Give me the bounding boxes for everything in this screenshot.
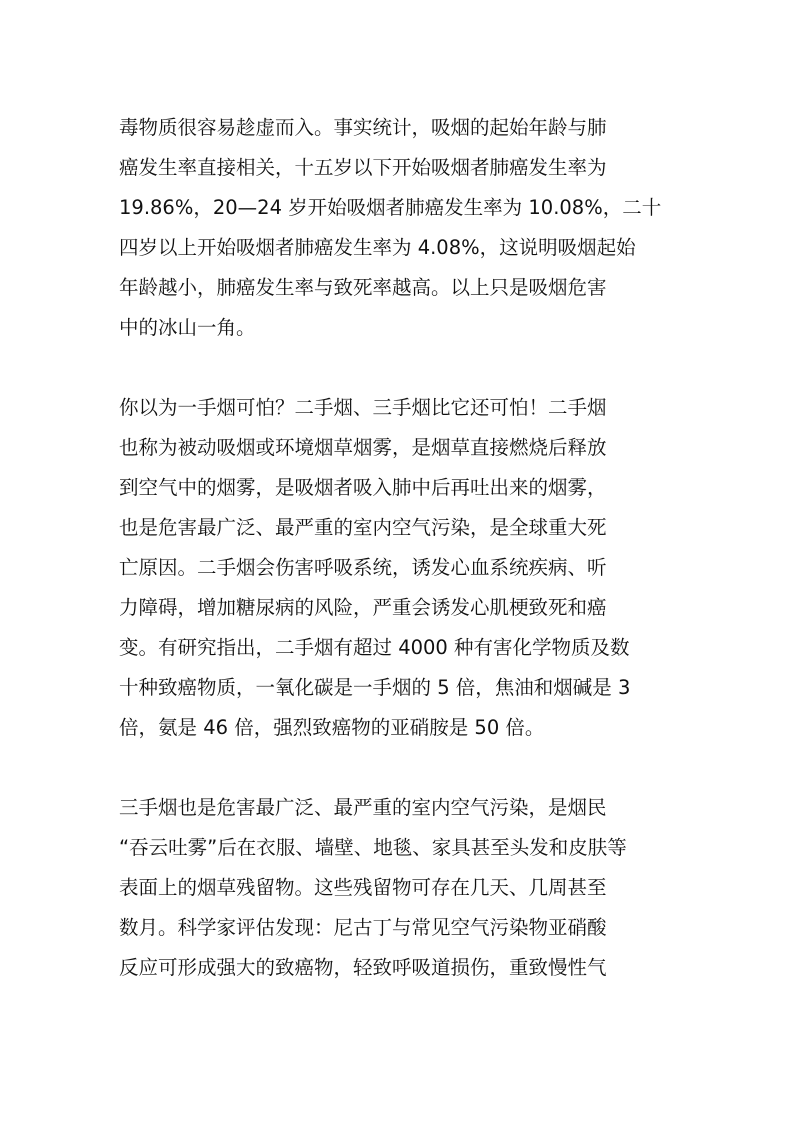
text-line: 表面上的烟草残留物。这些残留物可存在几天、几周甚至 (119, 876, 607, 899)
text-line: 三手烟也是危害最广泛、最严重的室内空气污染，是烟民 (119, 796, 607, 819)
text-line: 四岁以上开始吸烟者肺癌发生率为 4.08%，这说明吸烟起始 (119, 236, 636, 259)
text-line: 中的冰山一角。 (119, 316, 256, 339)
text-line: 癌发生率直接相关，十五岁以下开始吸烟者肺癌发生率为 (119, 156, 607, 179)
text-line: 你以为一手烟可怕？二手烟、三手烟比它还可怕！二手烟 (119, 396, 607, 419)
text-line: 也是危害最广泛、最严重的室内空气污染，是全球重大死 (119, 516, 607, 539)
text-line: 也称为被动吸烟或环境烟草烟雾，是烟草直接燃烧后释放 (119, 436, 607, 459)
text-line: 反应可形成强大的致癌物，轻致呼吸道损伤，重致慢性气 (119, 956, 607, 979)
text-line: “吞云吐雾”后在衣服、墙壁、地毯、家具甚至头发和皮肤等 (119, 836, 627, 859)
text-line: 毒物质很容易趁虚而入。事实统计，吸烟的起始年龄与肺 (119, 116, 607, 139)
text-line: 到空气中的烟雾，是吸烟者吸入肺中后再吐出来的烟雾， (119, 476, 607, 499)
document-body (119, 108, 674, 988)
text-line: 亡原因。二手烟会伤害呼吸系统，诱发心血系统疾病、听 (119, 556, 607, 579)
paragraph-1 (119, 108, 674, 348)
text-line: 数月。科学家评估发现：尼古丁与常见空气污染物亚硝酸 (119, 916, 607, 939)
text-line: 变。有研究指出，二手烟有超过 4000 种有害化学物质及数 (119, 636, 630, 659)
paragraph-2 (119, 388, 674, 748)
text-line: 倍，氨是 46 倍，强烈致癌物的亚硝胺是 50 倍。 (119, 716, 545, 739)
paragraph-gap (119, 348, 674, 388)
text-line: 力障碍，增加糖尿病的风险，严重会诱发心肌梗致死和癌 (119, 596, 607, 619)
paragraph-gap (119, 748, 674, 788)
text-line: 十种致癌物质，一氧化碳是一手烟的 5 倍，焦油和烟碱是 3 (119, 676, 631, 699)
text-line: 19.86%，20—24 岁开始吸烟者肺癌发生率为 10.08%，二十 (119, 196, 662, 219)
paragraph-3 (119, 788, 674, 988)
text-line: 年龄越小，肺癌发生率与致死率越高。以上只是吸烟危害 (119, 276, 607, 299)
